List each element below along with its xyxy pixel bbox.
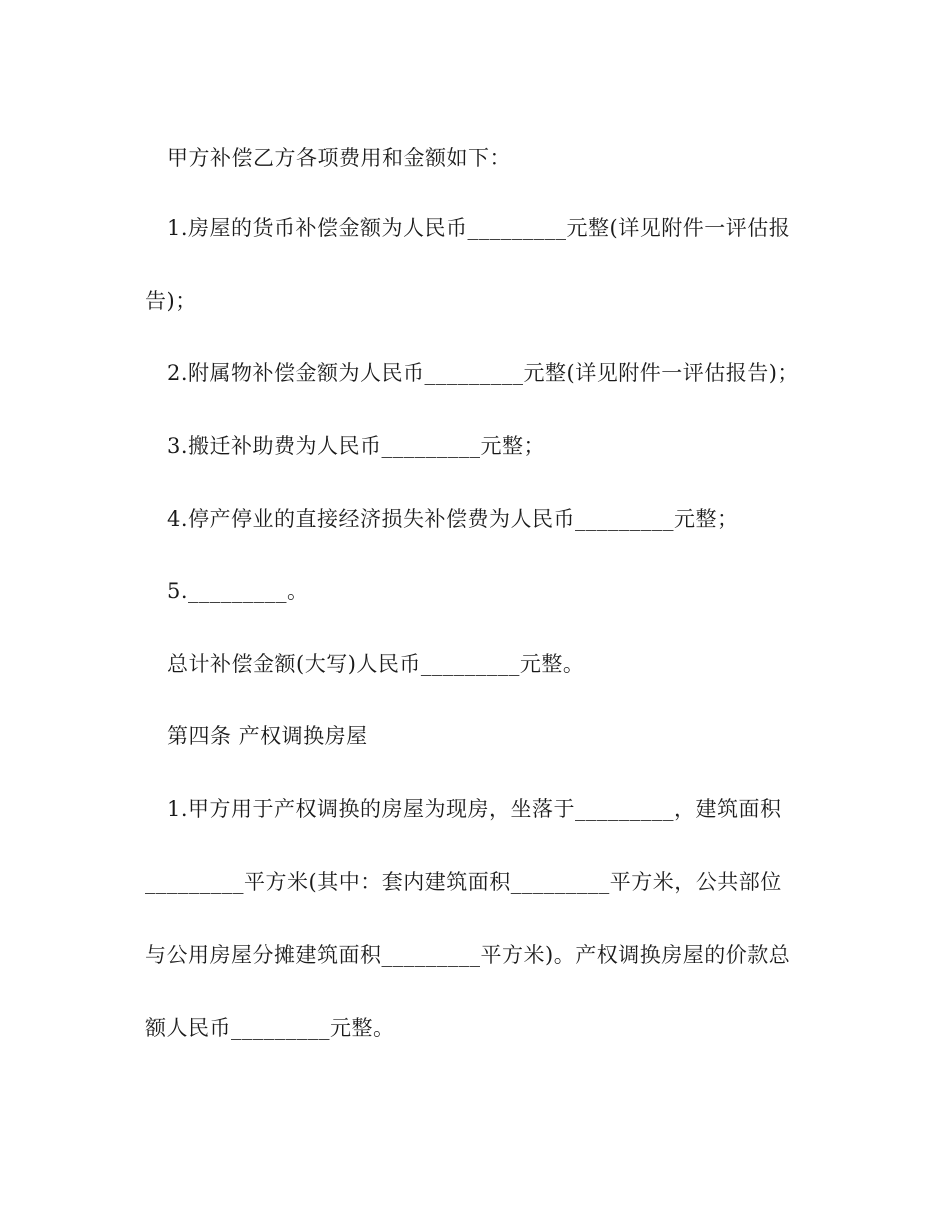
paragraph-total: 总计补偿金额(大写)人民币_________元整。 bbox=[167, 652, 585, 676]
paragraph-item-3: 3.搬迁补助费为人民币_________元整； bbox=[167, 434, 546, 458]
section-heading-article-4: 第四条 产权调换房屋 bbox=[167, 724, 368, 748]
paragraph-exchange-1-line-3: 与公用房屋分摊建筑面积_________平方米)。产权调换房屋的价款总 bbox=[145, 943, 791, 967]
paragraph-item-1-continued: 告)； bbox=[145, 289, 197, 313]
paragraph-exchange-1: 1.甲方用于产权调换的房屋为现房，坐落于_________，建筑面积 bbox=[167, 797, 782, 821]
paragraph-intro: 甲方补偿乙方各项费用和金额如下： bbox=[167, 146, 511, 170]
paragraph-item-5: 5._________。 bbox=[167, 579, 309, 603]
paragraph-exchange-1-line-4: 额人民币_________元整。 bbox=[145, 1016, 395, 1040]
paragraph-item-1: 1.房屋的货币补偿金额为人民币_________元整(详见附件一评估报 bbox=[167, 216, 791, 240]
paragraph-item-2: 2.附属物补偿金额为人民币_________元整(详见附件一评估报告)； bbox=[167, 361, 799, 385]
paragraph-exchange-1-line-2: _________平方米(其中：套内建筑面积_________平方米，公共部位 bbox=[145, 870, 782, 894]
paragraph-item-4: 4.停产停业的直接经济损失补偿费为人民币_________元整； bbox=[167, 507, 739, 531]
